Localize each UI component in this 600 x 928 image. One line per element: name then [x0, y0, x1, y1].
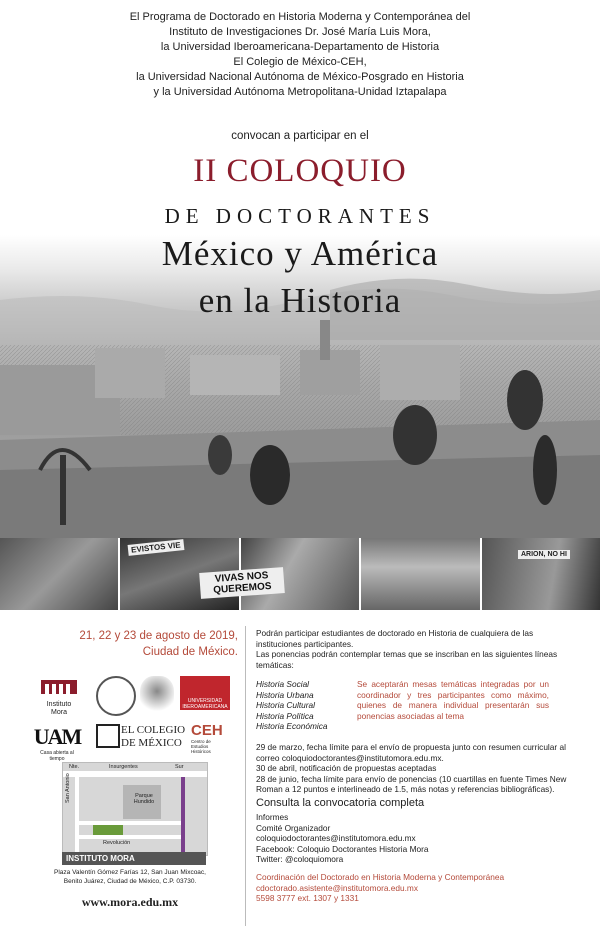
intro-line: El Programa de Doctorado en Historia Moderna y Contemporánea del	[129, 11, 471, 23]
title-line-2: DE DOCTORANTES	[164, 204, 436, 228]
photo-1	[0, 538, 118, 610]
deadline-item: 29 de marzo, fecha límite para el envío de propuesta junto con resumen curricular al correo coloquiodoctorantes@institutomora.edu.mx.	[256, 742, 566, 763]
intro-line: Instituto de Investigaciones Dr. José María Luis Mora,	[169, 26, 431, 38]
coordination-email[interactable]: cdoctorado.asistente@institutomora.edu.mx	[256, 882, 418, 893]
deadlines-block	[256, 742, 576, 795]
ceh-name: CEH	[191, 722, 223, 739]
list-item: Historia Cultural	[256, 700, 316, 710]
intro-line: la Universidad Iberoamericana-Departamento de Historia	[160, 41, 440, 53]
location-map[interactable]	[62, 762, 208, 856]
mesas-text: Se aceptarán mesas temáticas integradas por un coordinador y tres participantes como máximo, quienes de manera individual presentarán sus ponencias asociadas al tema	[357, 679, 549, 721]
list-item: Historia Urbana	[256, 689, 314, 700]
colmex-logo	[121, 724, 185, 750]
contact-block	[256, 812, 428, 865]
title-line-4: en la Historia	[198, 281, 402, 320]
contact-twitter[interactable]: Twitter: @coloquiomora	[256, 854, 344, 864]
event-date	[79, 628, 238, 660]
colmex-icon	[96, 724, 120, 748]
mora-logo	[36, 676, 82, 717]
thematic-lines	[256, 679, 327, 732]
ibero-emblem-icon	[140, 676, 174, 714]
event-place-text: Ciudad de México.	[142, 646, 238, 658]
uam-tagline: Casa abierta al tiempo	[40, 750, 74, 762]
uam-logo	[32, 724, 82, 762]
photo-4	[361, 538, 479, 610]
protest-sign: VIVAS NOS QUEREMOS	[199, 567, 285, 599]
intro-line: El Colegio de México-CEH,	[233, 56, 367, 68]
contact-email[interactable]: coloquiodoctorantes@institutomora.edu.mx	[256, 833, 416, 843]
list-item: Historia Económica	[256, 721, 328, 731]
map-label: Revolución	[103, 840, 131, 846]
eligibility-text: Podrán participar estudiantes de doctorado en Historia de cualquiera de las instituciones participantes.	[256, 628, 534, 649]
coordination-block	[256, 872, 504, 904]
event-date-text: 21, 22 y 23 de agosto de 2019,	[79, 630, 238, 642]
ceh-subtitle: Centro de Estudios Históricos	[191, 739, 211, 754]
photo-5	[482, 538, 600, 610]
consulta-heading: Consulta la convocatoria completa	[256, 797, 425, 809]
mora-building-icon	[39, 676, 79, 696]
divider	[245, 626, 246, 926]
photo-strip	[0, 538, 600, 610]
deadline-item: 28 de junio, fecha límite para envío de ponencias (10 cuartillas en fuente Times New Roman a 12 puntos e interlineado de 1.5, más notas y referencias bibliográficas).	[256, 773, 567, 794]
list-item: Historia Social	[256, 679, 310, 689]
colmex-name-1: EL COLEGIO	[121, 724, 186, 736]
map-streets	[63, 763, 207, 855]
map-label: San Antonio	[65, 773, 71, 803]
colmex-name-2: DE MÉXICO	[121, 737, 182, 749]
eligibility-block	[256, 628, 576, 670]
intro-line: y la Universidad Autónoma Metropolitana-Unidad Iztapalapa	[153, 86, 447, 98]
contact-line: Comité Organizador	[256, 822, 331, 833]
map-title: INSTITUTO MORA	[62, 852, 206, 865]
topics-intro-text: Las ponencias podrán contemplar temas que se inscriban en las siguientes líneas temáticas:	[256, 649, 558, 670]
address-block	[40, 868, 220, 886]
contact-line: Informes	[256, 812, 289, 822]
protest-sign: ARION, NO HI	[518, 550, 570, 559]
map-label: Sur	[175, 764, 184, 770]
ibero-logo: UNIVERSIDAD IBEROAMERICANA	[180, 676, 230, 710]
mora-logo-text: Instituto	[46, 701, 72, 708]
address-line: Benito Juárez, Ciudad de México, C.P. 03730.	[63, 878, 197, 885]
intro-line: la Universidad Nacional Autónoma de México-Posgrado en Historia	[136, 71, 464, 83]
contact-facebook[interactable]: Facebook: Coloquio Doctorantes Historia Mora	[256, 843, 429, 854]
map-label: Insurgentes	[109, 764, 138, 770]
website-link[interactable]: www.mora.edu.mx	[81, 895, 179, 909]
coordination-phone: 5598 3777 ext. 1307 y 1331	[256, 893, 359, 903]
title-line-3: México y América	[161, 234, 439, 273]
ceh-logo	[191, 722, 229, 754]
list-item: Historia Política	[256, 710, 314, 721]
map-label: Parque Hundido	[133, 793, 155, 805]
address-line: Plaza Valentín Gómez Farías 12, San Juan Mixcoac,	[54, 869, 206, 876]
mora-logo-text-2: Mora	[51, 709, 67, 716]
map-label: Nte.	[69, 764, 80, 770]
organizers-text	[0, 10, 600, 100]
unam-seal-icon	[96, 676, 136, 716]
title-line-1: II COLOQUIO	[193, 153, 407, 189]
deadline-item: 30 de abril, notificación de propuestas aceptadas	[256, 763, 437, 773]
uam-symbol-icon: UAM	[33, 724, 81, 749]
convocan-text: convocan a participar en el	[231, 130, 369, 142]
protest-sign: EVISTOS VIE	[128, 539, 185, 556]
coordination-line: Coordinación del Doctorado en Historia Moderna y Contemporánea	[256, 872, 505, 882]
